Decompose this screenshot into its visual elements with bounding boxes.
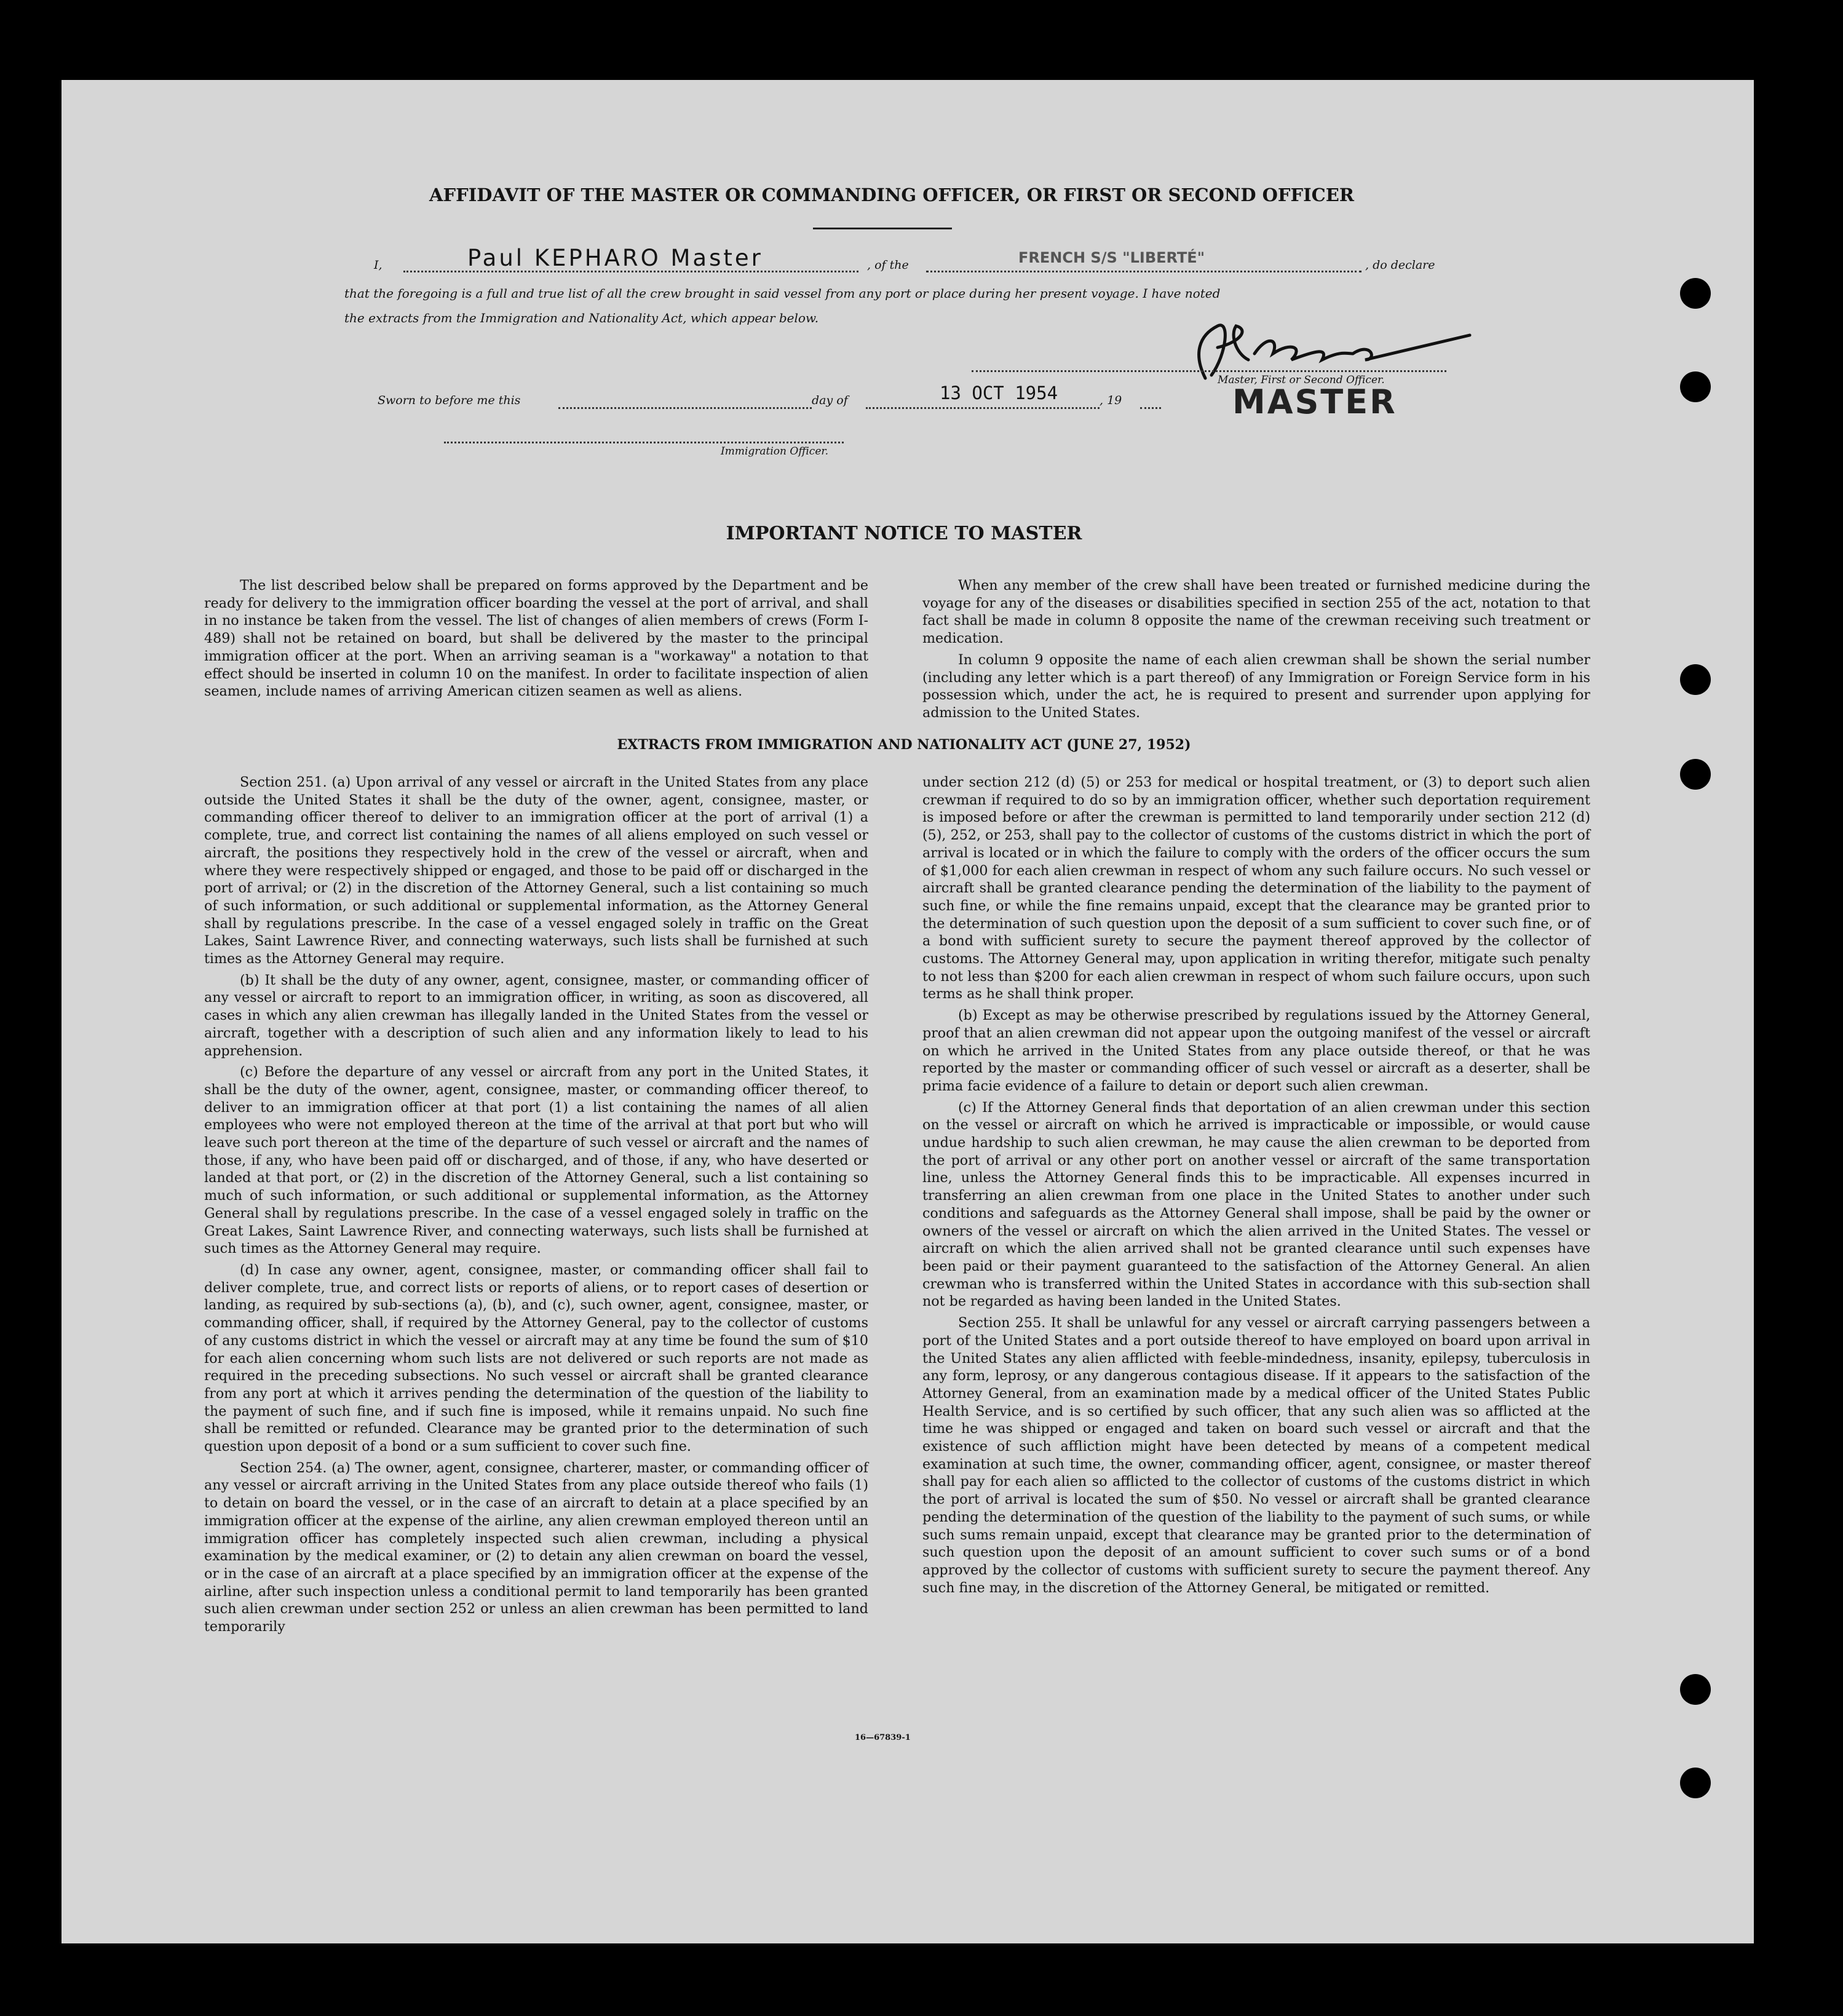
extract-paragraph: (c) If the Attorney General finds that deportation of an alien crewman under this section on the vessel or aircraft on which he arrived is impracticable or impossible, or would cause undue hardship to such alien crewman, he may cause the alien crewman to be deported from the port of arrival or any other port on another vessel or aircraft of the same transportation line, unless the Attorney General finds this to be impracticable. All expenses incurred in transferring an alien crewman from one place in the United States to another under such conditions and safeguards as the Attorney General shall impose, shall be paid by the owner or owners of the vessel or aircraft on which the alien arrived in the United States. The vessel or aircraft on which the alien arrived shall not be granted clearance until such expenses have been paid or their payment guaranteed to the satisfaction of the Attorney General. An alien crewman who is transferred within the United States in accordance with this sub-section shall not be regarded as having been landed in the United States. bbox=[922, 1099, 1590, 1310]
of-the-label: , of the bbox=[867, 258, 909, 272]
master-stamp: MASTER bbox=[1232, 383, 1397, 421]
binder-hole bbox=[1680, 664, 1711, 695]
extract-paragraph: Section 251. (a) Upon arrival of any vessel or aircraft in the United States from any place outside the United States it shall be the duty of the owner, agent, consignee, master, or commanding officer thereof to deliver to an immigration officer at the port of arrival (1) a complete, true, and correct list containing the names of all aliens employed on such vessel or aircraft, the positions they respectively hold in the crew of the vessel or aircraft, when and where they were respectively shipped or engaged, and those to be paid off or discharged in the port of arrival; or (2) in the discretion of the Attorney General, such a list containing so much of such information, or such additional or supplemental information, as the Attorney General shall by regulations prescribe. In the case of a vessel engaged solely in traffic on the Great Lakes, Saint Lawrence River, and connecting waterways, such lists shall be furnished at such times as the Attorney General may require. bbox=[204, 774, 868, 967]
master-caption: Master, First or Second Officer. bbox=[1218, 374, 1385, 386]
vessel-name: FRENCH S/S "LIBERTÉ" bbox=[1018, 249, 1205, 266]
notice-paragraph: When any member of the crew shall have been treated or furnished medicine during the voyage for any of the diseases or disabilities specified in section 255 of the act, notation to that fact shall be made in column 8 opposite the name of the crewman receiving such treatment or medication. bbox=[922, 577, 1590, 647]
notice-paragraph: In column 9 opposite the name of each alien crewman shall be shown the serial number (including any letter which is a part thereof) of any Immigration or Foreign Service form in his possession which, under the act, he is required to present and surrender upon applying for admission to the United States. bbox=[922, 651, 1590, 721]
declaration-line-2: that the foregoing is a full and true list of all the crew brought in said vessel from any port or place during her present voyage. I have noted bbox=[344, 286, 1221, 301]
form-code: 16—67839-1 bbox=[855, 1733, 911, 1742]
year-line bbox=[1140, 407, 1161, 409]
binder-hole bbox=[1680, 759, 1711, 790]
immigration-officer-line bbox=[444, 442, 844, 443]
notice-paragraph: The list described below shall be prepared on forms approved by the Department and be ready for delivery to the immigration officer boarding the vessel at the port of arrival, and shall in no instance be taken from the vessel. The list of changes of alien members of crews (Form I-489) shall not be retained on board, but shall be delivered by the master to the principal immigration officer at the port. When an arriving seaman is a "workaway" a notation to that effect should be inserted in column 10 on the manifest. In order to facilitate inspection of alien seamen, include names of arriving American citizen seamen as well as aliens. bbox=[204, 577, 868, 700]
extract-paragraph: under section 212 (d) (5) or 253 for medical or hospital treatment, or (3) to deport such alien crewman if required to do so by an immigration officer, whether such deportation requirement is imposed before or after the crewman is permitted to land temporarily under section 212 (d) (5), 252, or 253, shall pay to the collector of customs of the customs district in which the port of arrival is located or in which the failure to comply with the orders of the officer occurs the sum of $1,000 for each alien crewman in respect of whom any such failure occurs. No such vessel or aircraft shall be granted clearance pending the determination of the liability to the payment of such fine, or while the fine remains unpaid, except that the clearance may be granted prior to the determination of such question upon the deposit of a sum sufficient to cover such fine, or of a bond with sufficient surety to secure the payment thereof approved by the collector of customs. The Attorney General may, upon application in writing therefor, mitigate such penalty to not less than $200 for each alien crewman in respect of whom such failure occurs, upon such terms as he shall think proper. bbox=[922, 774, 1590, 1002]
extract-paragraph: (b) Except as may be otherwise prescribed by regulations issued by the Attorney General, proof that an alien crewman did not appear upon the outgoing manifest of the vessel or aircraft on which he arrived in the United States from any place outside thereof, or that he was reported by the master or commanding officer of such vessel or aircraft as a deserter, shall be prima facie evidence of a failure to detain or deport such alien crewman. bbox=[922, 1007, 1590, 1094]
sworn-date: 13 OCT 1954 bbox=[940, 383, 1058, 403]
immigration-officer-caption: Immigration Officer. bbox=[721, 445, 829, 458]
binder-hole bbox=[1680, 371, 1711, 402]
binder-hole bbox=[1680, 278, 1711, 309]
declaration-line-3: the extracts from the Immigration and Nationality Act, which appear below. bbox=[344, 311, 819, 325]
master-signature-line bbox=[972, 370, 1446, 372]
extracts-right-column bbox=[922, 774, 1590, 1600]
title-rule bbox=[813, 228, 952, 229]
sworn-label: Sworn to before me this bbox=[378, 394, 521, 407]
year-suffix: , 19 bbox=[1100, 394, 1122, 407]
do-declare-label: , do declare bbox=[1365, 258, 1435, 272]
extract-paragraph: Section 254. (a) The owner, agent, consignee, charterer, master, or commanding officer of any vessel or aircraft arriving in the United States from any place outside thereof who fails (1) to detain on board the vessel, or in the case of an aircraft to detain at a place specified by an immigration officer at the expense of the airline, any alien crewman employed thereon until an immigration officer has completely inspected such alien crewman, including a physical examination by the medical examiner, or (2) to detain any alien crewman on board the vessel, or in the case of an aircraft at a place specified by an immigration officer at the expense of the airline, after such inspection unless a conditional permit to land temporarily has been granted such alien crewman under section 252 or unless an alien crewman has been permitted to land temporarily bbox=[204, 1459, 868, 1635]
extract-paragraph: (c) Before the departure of any vessel or aircraft from any port in the United States, it shall be the duty of the owner, agent, consignee, master, or commanding officer thereof, to deliver to an immigration officer at that port (1) a list containing the names of all alien employees who were not employed thereon at the time of the arrival at that port but who will leave such port thereon at the time of the departure of such vessel or aircraft and the names of those, if any, who have been paid off or discharged, and of those, if any, who have deserted or landed at that port, or (2) in the discretion of the Attorney General, such a list containing so much of such information, or such additional or supplemental information, as the Attorney General shall by regulations prescribe. In the case of a vessel engaged solely in traffic on the Great Lakes, Saint Lawrence River, and connecting waterways, such lists shall be furnished at such times as the Attorney General may require. bbox=[204, 1064, 868, 1257]
master-name: Paul KEPHARO Master bbox=[467, 245, 763, 271]
binder-hole bbox=[1680, 1674, 1711, 1705]
i-label: I, bbox=[374, 258, 382, 272]
sworn-day-line bbox=[558, 407, 812, 409]
notice-left-column bbox=[204, 577, 868, 704]
day-of-label: day of bbox=[812, 394, 848, 407]
notice-title: IMPORTANT NOTICE TO MASTER bbox=[726, 523, 1082, 544]
extracts-title: EXTRACTS FROM IMMIGRATION AND NATIONALITY ACT (JUNE 27, 1952) bbox=[617, 737, 1191, 753]
extract-paragraph: (d) In case any owner, agent, consignee, master, or commanding officer shall fail to deliver complete, true, and correct lists or reports of aliens, or to report cases of desertion or landing, as required by sub-sections (a), (b), and (c), such owner, agent, consignee, master, or commanding officer, shall, if required by the Attorney General, pay to the collector of customs of any customs district in which the vessel or aircraft may at any time be found the sum of $10 for each alien concerning whom such lists are not delivered or such reports are not made as required in the preceding subsections. No such vessel or aircraft shall be granted clearance from any port at which it arrives pending the determination of the question of the liability to the payment of such fine, and if such fine is imposed, while it remains unpaid. No such fine shall be remitted or refunded. Clearance may be granted prior to the determination of such question upon deposit of a bond or a sum sufficient to cover such fine. bbox=[204, 1261, 868, 1455]
affidavit-title: AFFIDAVIT OF THE MASTER OR COMMANDING OFFICER, OR FIRST OR SECOND OFFICER bbox=[429, 185, 1354, 205]
notice-right-column bbox=[922, 577, 1590, 726]
vessel-line bbox=[926, 271, 1361, 272]
sworn-date-line bbox=[866, 407, 1100, 409]
extract-paragraph: Section 255. It shall be unlawful for any vessel or aircraft carrying passengers between a port of the United States and a port outside thereof to have employed on board upon arrival in the United States any alien afflicted with feeble-mindedness, insanity, epilepsy, tuberculosis in any form, leprosy, or any dangerous contagious disease. If it appears to the satisfaction of the Attorney General, from an examination made by a medical officer of the United States Public Health Service, and is so certified by such officer, that any such alien was so afflicted at the time he was shipped or engaged and taken on board such vessel or aircraft and that the existence of such affliction might have been detected by means of a competent medical examination at such time, the owner, commanding officer, agent, consignee, or master thereof shall pay for each alien so afflicted to the collector of customs of the customs district in which the port of arrival is located the sum of $50. No vessel or aircraft shall be granted clearance pending the determination of the question of the liability to the payment of such sums, or while such sums remain unpaid, except that clearance may be granted prior to the determination of such question upon the deposit of an amount sufficient to cover such sums or of a bond approved by the collector of customs with sufficient surety to secure the payment thereof. Any such fine may, in the discretion of the Attorney General, be mitigated or remitted. bbox=[922, 1315, 1590, 1596]
binder-hole bbox=[1680, 1768, 1711, 1798]
extracts-left-column bbox=[204, 774, 868, 1640]
extract-paragraph: (b) It shall be the duty of any owner, agent, consignee, master, or commanding officer of any vessel or aircraft to report to an immigration officer, in writing, as soon as discovered, all cases in which any alien crewman has illegally landed in the United States from the vessel or aircraft, together with a description of such alien and any information likely to lead to his apprehension. bbox=[204, 972, 868, 1059]
